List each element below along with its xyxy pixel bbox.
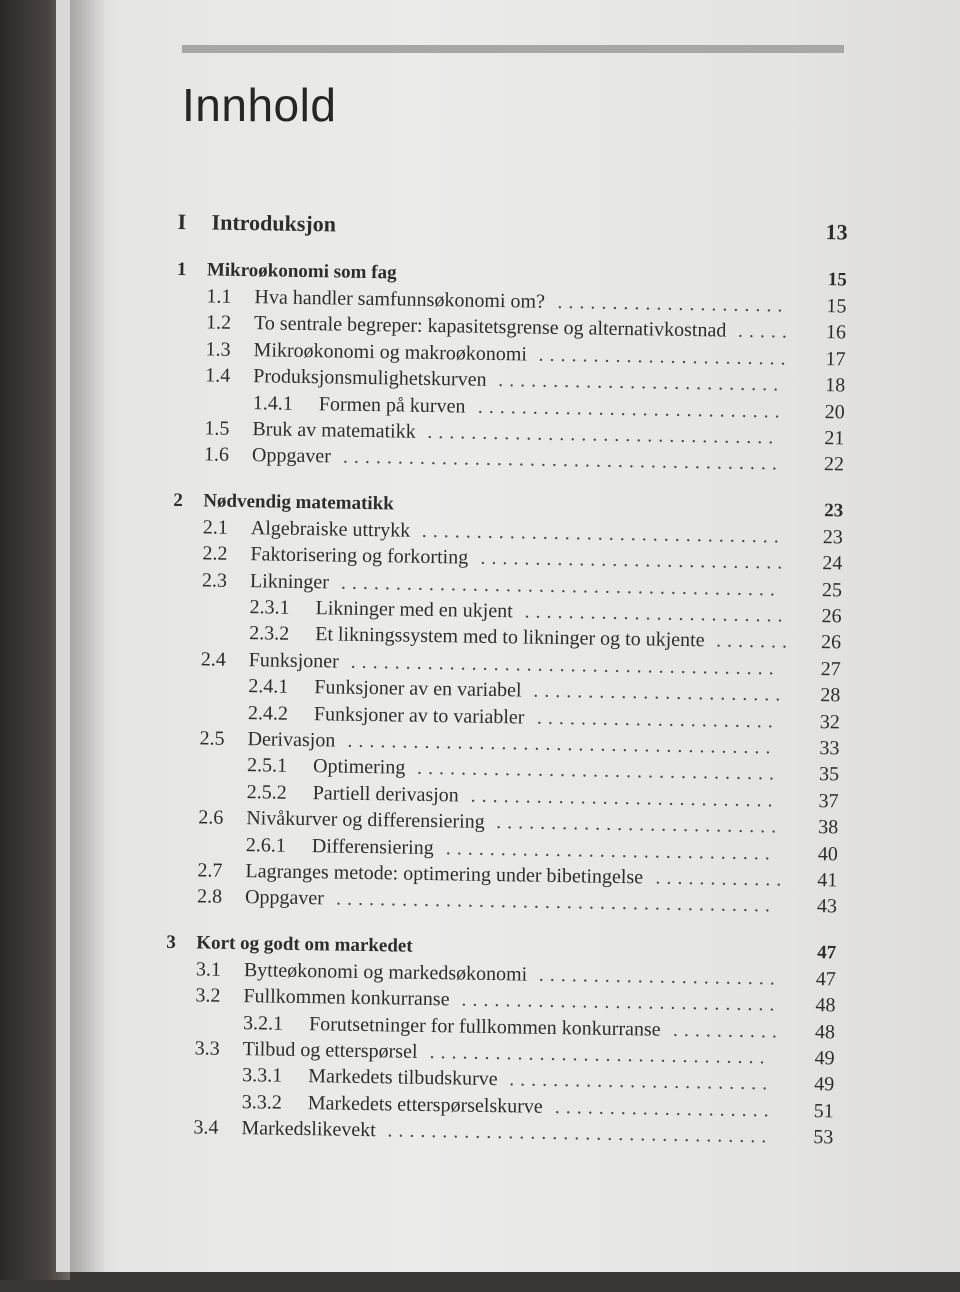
dot-leader: ............................... bbox=[429, 1041, 771, 1069]
toc-title: Markedets tilbudskurve bbox=[308, 1065, 498, 1091]
dot-leader: ..................... bbox=[557, 290, 789, 317]
dot-leader: ........................ bbox=[509, 1068, 774, 1095]
toc-number: 2.4.1 bbox=[248, 675, 289, 698]
toc-number: 2.4.2 bbox=[247, 701, 289, 725]
toc-page-number: 23 bbox=[824, 499, 844, 522]
toc-title: Oppgaver bbox=[251, 444, 332, 468]
toc-number: 3.2 bbox=[195, 984, 221, 1007]
dot-leader: ................................. bbox=[421, 519, 785, 548]
toc-title: Nivåkurver og differensiering bbox=[246, 807, 485, 834]
toc-page-number: 28 bbox=[820, 684, 841, 707]
toc-page-number: 53 bbox=[813, 1126, 834, 1149]
dot-leader: ............ bbox=[655, 866, 788, 891]
toc-page-number: 17 bbox=[825, 347, 846, 371]
toc-page-number: 41 bbox=[817, 869, 838, 892]
toc-page-number: 47 bbox=[817, 941, 837, 964]
toc-number: 3 bbox=[166, 931, 177, 953]
toc-number: 1 bbox=[176, 258, 187, 281]
toc-number: 2.7 bbox=[197, 859, 223, 882]
toc-number: 3.2.1 bbox=[242, 1011, 284, 1035]
toc-page-number: 15 bbox=[827, 269, 847, 291]
dot-leader: ........................................ bbox=[335, 887, 777, 917]
toc-number: 2.8 bbox=[196, 885, 223, 909]
toc-page-number: 22 bbox=[823, 453, 845, 476]
toc-page-number: 38 bbox=[818, 816, 839, 839]
toc-title: Partiell derivasjon bbox=[312, 781, 459, 807]
toc-number: 1.4.1 bbox=[252, 391, 293, 415]
toc-number: 3.4 bbox=[193, 1116, 219, 1139]
toc-page-number: 27 bbox=[820, 657, 841, 681]
toc-title: Bytteøkonomi og markedsøkonomi bbox=[243, 958, 528, 986]
toc-number: 1.4 bbox=[205, 364, 231, 387]
toc-number: 1.2 bbox=[205, 311, 232, 335]
toc-title: Differensiering bbox=[311, 834, 434, 859]
toc-number: 2.3.2 bbox=[249, 622, 290, 646]
toc-page-number: 49 bbox=[814, 1073, 835, 1096]
toc-title: Funksjoner bbox=[248, 648, 339, 673]
toc-page-number: 24 bbox=[822, 552, 843, 575]
toc-page-number: 47 bbox=[815, 967, 837, 991]
toc-page-number: 26 bbox=[821, 605, 842, 628]
page-title: Innhold bbox=[182, 79, 337, 131]
toc-page-number: 18 bbox=[824, 374, 846, 397]
toc-title: Nødvendig matematikk bbox=[203, 490, 394, 515]
dot-leader: ..... bbox=[737, 320, 794, 344]
toc-number: I bbox=[177, 208, 187, 235]
dot-leader: ................................ bbox=[427, 420, 780, 449]
toc-number: 2.6 bbox=[198, 806, 224, 829]
toc-page-number: 32 bbox=[819, 710, 841, 734]
toc-title: Likninger bbox=[249, 569, 330, 593]
toc-title: Funksjoner av en variabel bbox=[314, 676, 522, 702]
toc-number: 1.3 bbox=[205, 338, 231, 361]
dot-leader: ............................ bbox=[470, 784, 779, 812]
dot-leader: ....................................... bbox=[350, 650, 780, 680]
toc-title: Oppgaver bbox=[244, 886, 325, 910]
toc-title: Kort og godt om markedet bbox=[196, 932, 413, 957]
dot-leader: ............................ bbox=[477, 395, 786, 423]
toc-title: Optimering bbox=[312, 755, 406, 779]
toc-number: 3.1 bbox=[195, 958, 222, 981]
toc-title: Lagranges metode: optimering under bibetingelse bbox=[245, 860, 644, 889]
dot-leader: ....................... bbox=[533, 679, 787, 706]
toc-page-number: 48 bbox=[814, 1020, 836, 1043]
toc-number: 3.3.1 bbox=[242, 1064, 283, 1088]
toc-title: Forutsetninger for fullkommen konkurranse bbox=[308, 1012, 661, 1041]
toc-title: Produksjonsmulighetskurven bbox=[253, 365, 487, 392]
toc-page-number: 51 bbox=[813, 1099, 834, 1123]
toc-page-number: 23 bbox=[822, 525, 843, 549]
toc-number: 2.6.1 bbox=[245, 833, 287, 857]
toc-page-number: 25 bbox=[821, 578, 843, 602]
toc-page-number: 15 bbox=[826, 295, 847, 318]
toc-page-number: 16 bbox=[825, 321, 847, 344]
toc-page-number: 49 bbox=[814, 1047, 835, 1070]
toc-number: 2 bbox=[173, 489, 183, 511]
toc-title: To sentrale begreper: kapasitetsgrense og alternativkostnad bbox=[253, 312, 727, 342]
dot-leader: .......................... bbox=[496, 811, 783, 838]
toc-number: 3.3 bbox=[194, 1037, 220, 1060]
toc-number: 1.6 bbox=[203, 443, 230, 467]
dot-leader: ........................................ bbox=[340, 571, 782, 601]
toc-number: 3.3.2 bbox=[241, 1090, 283, 1114]
toc-number: 2.3 bbox=[201, 568, 228, 592]
dot-leader: ........................ bbox=[524, 600, 789, 627]
toc-number: 2.4 bbox=[200, 648, 226, 671]
dot-leader: ............................ bbox=[480, 546, 789, 574]
dot-leader: .................... bbox=[554, 1095, 775, 1122]
toc-title: Formen på kurven bbox=[318, 392, 466, 418]
toc-title: Mikroøkonomi og makroøkonomi bbox=[253, 338, 528, 366]
toc-title: Likninger med en ukjent bbox=[315, 597, 513, 623]
dot-leader: ...................... bbox=[538, 963, 782, 990]
dot-leader: ............................. bbox=[461, 988, 781, 1016]
dot-leader: ...................... bbox=[536, 706, 780, 733]
dot-leader: ................................... bbox=[387, 1119, 773, 1148]
toc-title: Mikroøkonomi som fag bbox=[206, 259, 397, 284]
toc-number: 1.1 bbox=[206, 285, 232, 308]
dot-leader: ........................................ bbox=[342, 445, 784, 475]
toc-title: Funksjoner av to variabler bbox=[313, 702, 525, 729]
toc-page-number: 13 bbox=[825, 219, 848, 245]
toc-title: Fullkommen konkurranse bbox=[243, 985, 450, 1011]
dot-leader: ....... bbox=[715, 629, 794, 654]
toc-page-number: 37 bbox=[818, 789, 839, 813]
toc-title: Bruk av matematikk bbox=[252, 418, 416, 443]
toc-page-number: 35 bbox=[818, 763, 840, 786]
toc-part bbox=[177, 210, 847, 245]
toc-title: Derivasjon bbox=[247, 728, 336, 752]
toc-page-number: 21 bbox=[824, 427, 845, 450]
toc-number: 2.1 bbox=[202, 516, 229, 539]
toc-title: Tilbud og etterspørsel bbox=[242, 1038, 418, 1063]
toc-number: 2.2 bbox=[202, 542, 228, 565]
toc-page-number: 43 bbox=[816, 895, 838, 918]
toc-number: 2.3.1 bbox=[249, 596, 290, 619]
toc-page-number: 20 bbox=[824, 400, 845, 424]
dot-leader: .......... bbox=[672, 1018, 784, 1043]
toc-page-number: 33 bbox=[819, 737, 840, 760]
toc-number: 1.5 bbox=[204, 417, 230, 440]
dot-leader: .............................. bbox=[445, 836, 776, 865]
toc-title: Introduksjon bbox=[211, 209, 337, 237]
toc-page-number: 40 bbox=[817, 842, 838, 866]
dot-leader: ................................. bbox=[416, 757, 781, 785]
toc-number: 2.5.1 bbox=[246, 754, 288, 778]
toc-title: Hva handler samfunnsøkonomi om? bbox=[254, 286, 546, 313]
toc-title: Markedets etterspørselskurve bbox=[307, 1091, 543, 1118]
dot-leader: ....................... bbox=[538, 343, 792, 370]
toc-page-number: 48 bbox=[815, 994, 836, 1017]
dot-leader: .......................... bbox=[498, 369, 785, 396]
toc-title: Et likningssystem med to likninger og to ukjente bbox=[315, 623, 705, 652]
toc-page-number: 26 bbox=[820, 631, 842, 654]
dot-leader: ....................................... bbox=[347, 729, 777, 759]
toc-title: Markedslikevekt bbox=[241, 1117, 376, 1142]
toc-number: 2.5.2 bbox=[246, 780, 287, 804]
toc-title: Algebraiske uttrykk bbox=[250, 516, 411, 542]
toc-number: 2.5 bbox=[199, 727, 225, 750]
toc-title: Faktorisering og forkorting bbox=[250, 543, 469, 569]
